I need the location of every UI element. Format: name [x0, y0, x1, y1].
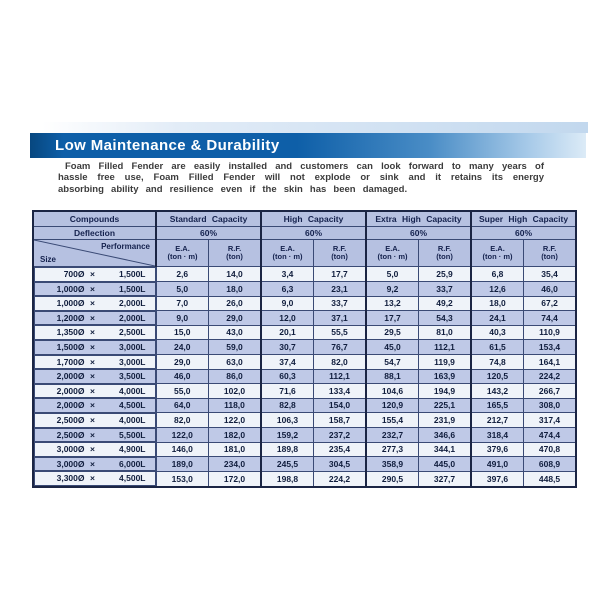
value-cell: 112,1 [419, 340, 472, 355]
value-cell: 67,2 [524, 296, 577, 311]
value-cell: 54,7 [366, 355, 419, 370]
value-cell: 470,8 [524, 442, 577, 457]
group-header-extra-high: Extra High Capacity [366, 211, 471, 227]
table-row [33, 398, 576, 413]
value-cell: 120,5 [471, 369, 524, 384]
ea-label: E.A. [175, 243, 190, 253]
size-cell [34, 296, 156, 311]
value-cell: 224,2 [524, 369, 577, 384]
size-length: 5,500L [119, 429, 146, 440]
size-cell [34, 442, 156, 457]
table-row [33, 471, 576, 487]
value-cell: 13,2 [366, 296, 419, 311]
value-cell: 76,7 [314, 340, 367, 355]
value-cell: 159,2 [261, 428, 314, 443]
value-cell: 304,5 [314, 457, 367, 472]
table-row [33, 457, 576, 472]
performance-label: Performance [101, 242, 150, 251]
title-accent-strip [42, 122, 588, 133]
value-cell: 12,6 [471, 282, 524, 297]
size-times: × [90, 414, 95, 425]
value-cell: 118,0 [209, 398, 262, 413]
value-cell: 3,4 [261, 267, 314, 282]
size-diameter: 3,300Ø [56, 473, 85, 484]
value-cell: 189,8 [261, 442, 314, 457]
value-cell: 164,1 [524, 355, 577, 370]
size-times: × [90, 473, 95, 484]
size-cell [34, 413, 156, 428]
value-cell: 40,3 [471, 325, 524, 340]
value-cell: 397,6 [471, 471, 524, 487]
value-cell: 37,4 [261, 355, 314, 370]
value-cell: 104,6 [366, 384, 419, 399]
rf-column-header [314, 240, 367, 267]
value-cell: 122,0 [156, 428, 209, 443]
value-cell: 55,5 [314, 325, 367, 340]
size-length: 2,500L [119, 327, 146, 338]
table-row [33, 311, 576, 326]
value-cell: 55,0 [156, 384, 209, 399]
value-cell: 317,4 [524, 413, 577, 428]
value-cell: 26,0 [209, 296, 262, 311]
size-diameter: 2,500Ø [56, 414, 85, 425]
rf-unit: (ton) [541, 252, 558, 261]
value-cell: 182,0 [209, 428, 262, 443]
value-cell: 379,6 [471, 442, 524, 457]
ea-label: E.A. [280, 243, 295, 253]
value-cell: 474,4 [524, 428, 577, 443]
rf-label: R.F. [542, 243, 557, 253]
size-cell [34, 384, 156, 399]
value-cell: 29,0 [156, 355, 209, 370]
value-cell: 146,0 [156, 442, 209, 457]
deflection-row [33, 227, 576, 240]
size-times: × [90, 269, 95, 279]
size-diameter: 2,000Ø [56, 371, 85, 382]
value-cell: 9,0 [261, 296, 314, 311]
table-body [33, 267, 576, 487]
value-cell: 163,9 [419, 369, 472, 384]
intro-paragraph: Foam Filled Fender are easily installed and customers can look forward to many years of hassle free use, Foam Filled Fender will not explode or sink and it retains its energy absorbing ability and resilience even if the skin has been damaged. [58, 161, 544, 195]
ea-unit: (ton · m) [377, 252, 408, 261]
value-cell: 33,7 [314, 296, 367, 311]
value-cell: 106,3 [261, 413, 314, 428]
deflection-header: Deflection [33, 227, 156, 240]
value-cell: 225,1 [419, 398, 472, 413]
size-length: 3,000L [119, 356, 146, 367]
ea-label: E.A. [385, 243, 400, 253]
rf-unit: (ton) [436, 252, 453, 261]
size-length: 2,000L [119, 298, 146, 309]
value-cell: 608,9 [524, 457, 577, 472]
table-row [33, 413, 576, 428]
value-cell: 17,7 [366, 311, 419, 326]
value-cell: 119,9 [419, 355, 472, 370]
value-cell: 290,5 [366, 471, 419, 487]
section-title-bar [30, 133, 586, 158]
ea-column-header [366, 240, 419, 267]
rf-unit: (ton) [226, 252, 243, 261]
ea-unit: (ton · m) [272, 252, 303, 261]
size-cell [34, 282, 156, 297]
table-row [33, 369, 576, 384]
value-cell: 82,0 [314, 355, 367, 370]
rf-unit: (ton) [331, 252, 348, 261]
value-cell: 61,5 [471, 340, 524, 355]
size-cell [34, 457, 156, 472]
size-cell [34, 428, 156, 443]
ea-column-header [261, 240, 314, 267]
size-length: 2,000L [119, 312, 146, 323]
value-cell: 74,4 [524, 311, 577, 326]
value-cell: 24,1 [471, 311, 524, 326]
value-cell: 20,1 [261, 325, 314, 340]
table-row [33, 442, 576, 457]
size-times: × [90, 444, 95, 455]
table-row [33, 355, 576, 370]
value-cell: 358,9 [366, 457, 419, 472]
unit-header-row [33, 240, 576, 267]
value-cell: 344,1 [419, 442, 472, 457]
value-cell: 88,1 [366, 369, 419, 384]
deflection-value: 60% [261, 227, 366, 240]
value-cell: 46,0 [524, 282, 577, 297]
table-row [33, 296, 576, 311]
value-cell: 81,0 [419, 325, 472, 340]
size-cell [34, 325, 156, 340]
value-cell: 277,3 [366, 442, 419, 457]
value-cell: 198,8 [261, 471, 314, 487]
value-cell: 9,0 [156, 311, 209, 326]
value-cell: 5,0 [156, 282, 209, 297]
size-length: 4,000L [119, 414, 146, 425]
size-cell [34, 398, 156, 413]
value-cell: 18,0 [209, 282, 262, 297]
value-cell: 102,0 [209, 384, 262, 399]
value-cell: 318,4 [471, 428, 524, 443]
size-times: × [90, 400, 95, 411]
value-cell: 189,0 [156, 457, 209, 472]
size-diameter: 1,350Ø [56, 327, 85, 338]
rf-column-header [209, 240, 262, 267]
value-cell: 181,0 [209, 442, 262, 457]
value-cell: 82,0 [156, 413, 209, 428]
value-cell: 6,3 [261, 282, 314, 297]
capacity-table-wrapper [32, 210, 577, 488]
value-cell: 245,5 [261, 457, 314, 472]
value-cell: 448,5 [524, 471, 577, 487]
value-cell: 18,0 [471, 296, 524, 311]
size-length: 3,500L [119, 371, 146, 382]
size-diameter: 1,200Ø [56, 312, 85, 323]
value-cell: 308,0 [524, 398, 577, 413]
ea-label: E.A. [490, 243, 505, 253]
value-cell: 194,9 [419, 384, 472, 399]
table-row [33, 340, 576, 355]
value-cell: 37,1 [314, 311, 367, 326]
value-cell: 71,6 [261, 384, 314, 399]
value-cell: 24,0 [156, 340, 209, 355]
table-row [33, 282, 576, 297]
size-length: 4,500L [119, 400, 146, 411]
capacity-table [32, 210, 577, 488]
value-cell: 86,0 [209, 369, 262, 384]
value-cell: 266,7 [524, 384, 577, 399]
value-cell: 172,0 [209, 471, 262, 487]
deflection-value: 60% [366, 227, 471, 240]
size-diameter: 700Ø [63, 269, 85, 279]
size-length: 1,500L [119, 283, 146, 294]
value-cell: 153,4 [524, 340, 577, 355]
rf-label: R.F. [332, 243, 347, 253]
size-times: × [90, 341, 95, 352]
value-cell: 25,9 [419, 267, 472, 282]
value-cell: 60,3 [261, 369, 314, 384]
value-cell: 7,0 [156, 296, 209, 311]
rf-label: R.F. [227, 243, 242, 253]
size-cell [34, 311, 156, 326]
value-cell: 224,2 [314, 471, 367, 487]
value-cell: 82,8 [261, 398, 314, 413]
value-cell: 15,0 [156, 325, 209, 340]
value-cell: 63,0 [209, 355, 262, 370]
size-cell [34, 355, 156, 370]
value-cell: 33,7 [419, 282, 472, 297]
rf-column-header [419, 240, 472, 267]
value-cell: 234,0 [209, 457, 262, 472]
size-cell [34, 369, 156, 384]
value-cell: 12,0 [261, 311, 314, 326]
size-diameter: 2,000Ø [56, 385, 85, 396]
ea-unit: (ton · m) [167, 252, 198, 261]
value-cell: 5,0 [366, 267, 419, 282]
compounds-header: Compounds [33, 211, 156, 227]
value-cell: 30,7 [261, 340, 314, 355]
group-header-super-high: Super High Capacity [471, 211, 576, 227]
size-length: 6,000L [119, 458, 146, 469]
size-label: Size [40, 255, 57, 264]
size-cell [34, 267, 156, 282]
rf-label: R.F. [437, 243, 452, 253]
value-cell: 45,0 [366, 340, 419, 355]
table-row [33, 267, 576, 282]
value-cell: 122,0 [209, 413, 262, 428]
value-cell: 6,8 [471, 267, 524, 282]
size-diameter: 3,000Ø [56, 444, 85, 455]
size-times: × [90, 283, 95, 294]
value-cell: 232,7 [366, 428, 419, 443]
size-length: 4,900L [119, 444, 146, 455]
group-header-high: High Capacity [261, 211, 366, 227]
value-cell: 2,6 [156, 267, 209, 282]
size-times: × [90, 298, 95, 309]
value-cell: 17,7 [314, 267, 367, 282]
size-cell [34, 340, 156, 355]
value-cell: 133,4 [314, 384, 367, 399]
size-times: × [90, 458, 95, 469]
value-cell: 154,0 [314, 398, 367, 413]
value-cell: 346,6 [419, 428, 472, 443]
value-cell: 120,9 [366, 398, 419, 413]
deflection-value: 60% [471, 227, 576, 240]
value-cell: 110,9 [524, 325, 577, 340]
value-cell: 231,9 [419, 413, 472, 428]
value-cell: 14,0 [209, 267, 262, 282]
table-row [33, 384, 576, 399]
group-header-row [33, 211, 576, 227]
value-cell: 445,0 [419, 457, 472, 472]
value-cell: 49,2 [419, 296, 472, 311]
ea-unit: (ton · m) [482, 252, 513, 261]
value-cell: 112,1 [314, 369, 367, 384]
size-length: 3,000L [119, 341, 146, 352]
size-times: × [90, 429, 95, 440]
group-header-standard: Standard Capacity [156, 211, 261, 227]
table-row [33, 428, 576, 443]
value-cell: 235,4 [314, 442, 367, 457]
deflection-value: 60% [156, 227, 261, 240]
value-cell: 158,7 [314, 413, 367, 428]
value-cell: 64,0 [156, 398, 209, 413]
size-length: 4,000L [119, 385, 146, 396]
size-diameter: 3,000Ø [56, 458, 85, 469]
size-times: × [90, 312, 95, 323]
size-cell [34, 471, 156, 486]
value-cell: 23,1 [314, 282, 367, 297]
size-diameter: 2,000Ø [56, 400, 85, 411]
value-cell: 491,0 [471, 457, 524, 472]
size-diameter: 1,500Ø [56, 341, 85, 352]
size-length: 1,500L [119, 269, 146, 279]
table-row [33, 325, 576, 340]
size-diameter: 2,500Ø [56, 429, 85, 440]
ea-column-header [156, 240, 209, 267]
size-diameter: 1,700Ø [56, 356, 85, 367]
value-cell: 29,5 [366, 325, 419, 340]
table-header [33, 211, 576, 267]
value-cell: 143,2 [471, 384, 524, 399]
size-times: × [90, 385, 95, 396]
value-cell: 212,7 [471, 413, 524, 428]
value-cell: 35,4 [524, 267, 577, 282]
size-diameter: 1,000Ø [56, 283, 85, 294]
value-cell: 9,2 [366, 282, 419, 297]
value-cell: 46,0 [156, 369, 209, 384]
size-times: × [90, 371, 95, 382]
size-times: × [90, 356, 95, 367]
ea-column-header [471, 240, 524, 267]
rf-column-header [524, 240, 577, 267]
performance-size-header [33, 240, 156, 267]
size-length: 4,500L [119, 473, 146, 484]
section-title: Low Maintenance & Durability [55, 137, 280, 154]
size-times: × [90, 327, 95, 338]
value-cell: 155,4 [366, 413, 419, 428]
value-cell: 165,5 [471, 398, 524, 413]
value-cell: 237,2 [314, 428, 367, 443]
value-cell: 29,0 [209, 311, 262, 326]
size-diameter: 1,000Ø [56, 298, 85, 309]
value-cell: 327,7 [419, 471, 472, 487]
value-cell: 54,3 [419, 311, 472, 326]
value-cell: 43,0 [209, 325, 262, 340]
value-cell: 59,0 [209, 340, 262, 355]
value-cell: 153,0 [156, 471, 209, 487]
value-cell: 74,8 [471, 355, 524, 370]
